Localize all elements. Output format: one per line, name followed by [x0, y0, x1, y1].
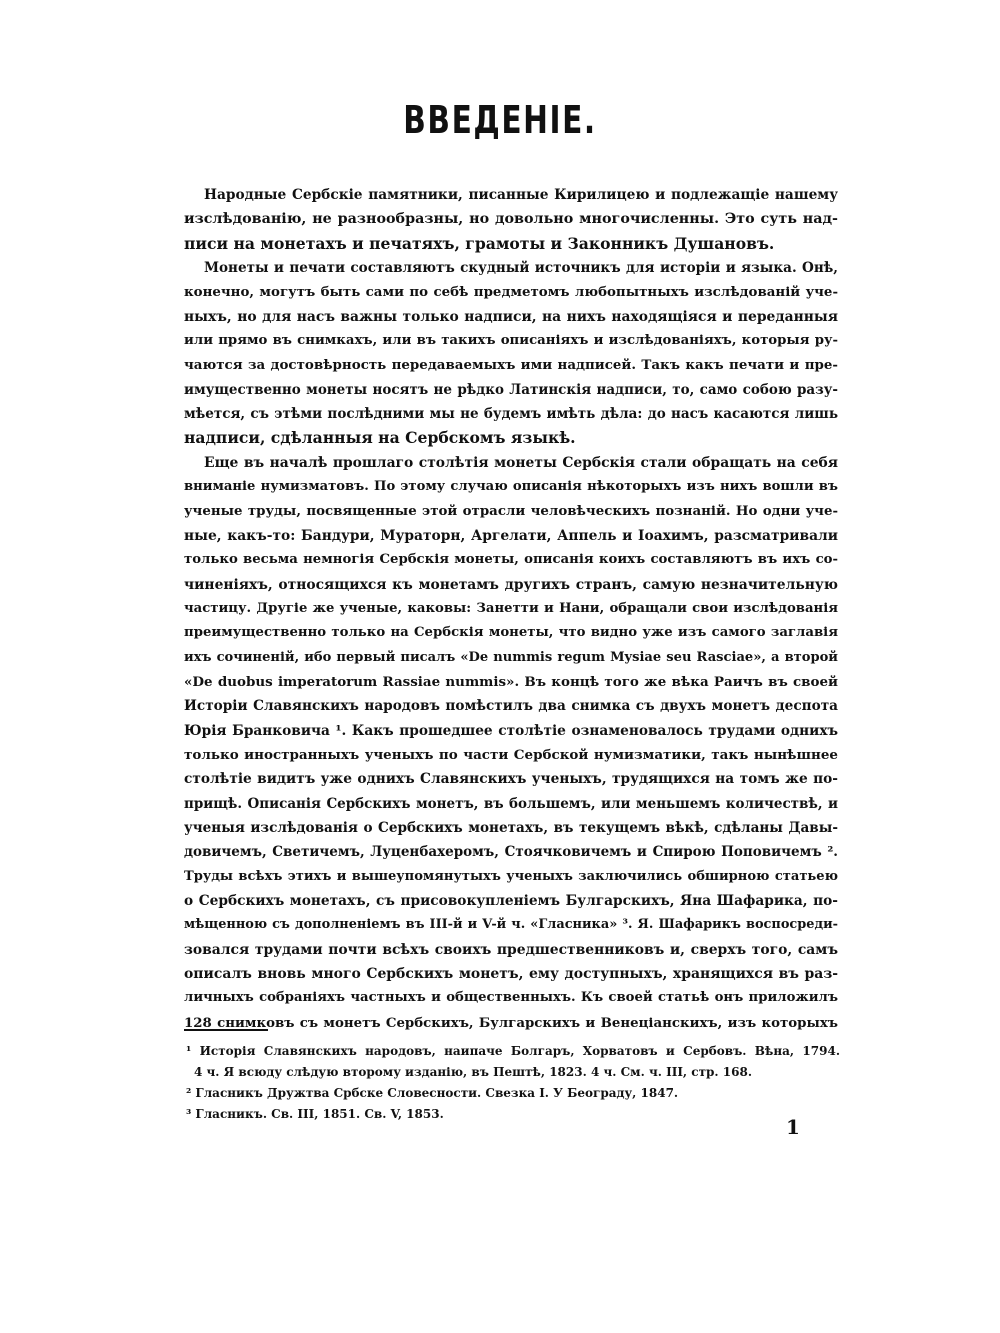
footnote: ³ Гласникъ. Св. III, 1851. Св. V, 1853.: [186, 1107, 444, 1121]
chapter-title: ВВЕДЕНІЕ.: [403, 98, 597, 142]
text-line: зовался трудами почти всѣхъ своихъ предшественниковъ и, сверхъ того, самъ: [184, 941, 838, 958]
text-line: Труды всѣхъ этихъ и вышеупомянутыхъ ученыхъ заключились обширною статьею: [184, 868, 838, 884]
text-line: Монеты и печати составляютъ скудный источникъ для исторіи и языка. Онѣ,: [204, 260, 838, 277]
footnote: ¹ Исторія Славянскихъ народовъ, наипаче Болгаръ, Хорватовъ и Сербовъ. Вѣна, 1794.: [186, 1044, 840, 1058]
text-line: надписи, сдѣланныя на Сербскомъ языкѣ.: [184, 428, 576, 448]
text-line: Народные Сербскіе памятники, писанные Кирилицею и подлежащіе нашему: [204, 187, 838, 203]
text-line: только весьма немногія Сербскія монеты, описанія коихъ составляютъ въ ихъ со-: [184, 552, 838, 568]
text-line: Исторіи Славянскихъ народовъ помѣстилъ два снимка съ двухъ монетъ деспота: [184, 698, 838, 715]
text-line: Юрія Бранковича ¹. Какъ прошедшее столѣтіе ознаменовалось трудами однихъ: [184, 722, 838, 739]
text-line: преимущественно только на Сербскія монеты, что видно уже изъ самого заглавія: [184, 625, 838, 641]
text-line: ихъ сочиненій, ибо первый писалъ «De nummis regum Mysiae seu Rasciae», а второй: [184, 649, 838, 665]
text-line: конечно, могутъ быть сами по себѣ предметомъ любопытныхъ изслѣдованій уче-: [184, 284, 838, 301]
text-line: довичемъ, Светичемъ, Луценбахеромъ, Стоячковичемъ и Спирою Поповичемъ ².: [184, 844, 838, 861]
text-line: личныхъ собраніяхъ частныхъ и общественныхъ. Къ своей статьѣ онъ приложилъ: [184, 990, 838, 1006]
text-line: или прямо въ снимкахъ, или въ такихъ описаніяхъ и изслѣдованіяхъ, которыя ру-: [184, 333, 838, 349]
text-line: чаются за достовѣрность передаваемыхъ ими надписей. Такъ какъ печати и пре-: [184, 357, 838, 374]
text-line: частицу. Другіе же ученые, каковы: Занетти и Нани, обращали свои изслѣдованія: [184, 600, 838, 616]
text-line: писи на монетахъ и печатяхъ, грамоты и Законникъ Душановъ.: [184, 233, 775, 253]
text-line: только иностранныхъ ученыхъ по части Сербской нумизматики, такъ нынѣшнее: [184, 746, 838, 763]
footnote-divider: [184, 1029, 268, 1031]
text-line: прищѣ. Описанія Сербскихъ монетъ, въ большемъ, или меньшемъ количествѣ, и: [184, 795, 838, 812]
text-line: 128 снимковъ съ монетъ Сербскихъ, Булгарскихъ и Венеціанскихъ, изъ которыхъ: [184, 1014, 838, 1031]
text-line: имущественно монеты носятъ не рѣдко Латинскія надписи, то, само собою разу-: [184, 381, 838, 398]
footnote: 4 ч. Я всюду слѣдую второму изданію, въ Пештѣ, 1823. 4 ч. См. ч. III, стр. 168.: [194, 1065, 752, 1079]
text-line: ученые труды, посвященные этой отрасли человѣческихъ познаній. Но одни уче-: [184, 503, 838, 520]
text-line: ученыя изслѣдованія о Сербскихъ монетахъ, въ текущемъ вѣкѣ, сдѣланы Давы-: [184, 819, 838, 836]
text-line: изслѣдованію, не разнообразны, но довольно многочисленны. Это суть над-: [184, 211, 838, 228]
footnotes: [186, 1041, 840, 1125]
text-line: описалъ вновь много Сербскихъ монетъ, ему доступныхъ, хранящихся въ раз-: [184, 966, 838, 982]
text-line: Еще въ началѣ прошлаго столѣтія монеты Сербскія стали обращать на себя: [204, 454, 838, 471]
text-line: мѣется, съ этѣми послѣдними мы не будемъ имѣть дѣла: до насъ касаются лишь: [184, 406, 838, 423]
text-line: вниманіе нумизматовъ. По этому случаю описанія нѣкоторыхъ изъ нихъ вошли въ: [184, 479, 838, 495]
text-line: чиненіяхъ, относящихся къ монетамъ другихъ странъ, самую незначительную: [184, 576, 838, 593]
text-line: мѣщенною съ дополненіемъ въ III-й и V-й ч. «Гласника» ³. Я. Шафарикъ воспосреди-: [184, 917, 838, 933]
text-line: ные, какъ-то: Бандури, Мураторн, Аргелати, Аппель и Іоахимъ, разсматривали: [184, 527, 838, 544]
text-line: «De duobus imperatorum Rassiae nummis». Въ концѣ того же вѣка Раичъ въ своей: [184, 673, 838, 690]
text-line: о Сербскихъ монетахъ, съ присовокупленіемъ Булгарскихъ, Яна Шафарика, по-: [184, 892, 838, 909]
text-line: столѣтіе видитъ уже однихъ Славянскихъ ученыхъ, трудящихся на томъ же по-: [184, 771, 838, 788]
page-number: 1: [786, 1115, 800, 1139]
text-line: ныхъ, но для насъ важны только надписи, на нихъ находящіяся и переданныя: [184, 308, 838, 325]
body-text: [184, 183, 838, 1035]
footnote: ² Гласникъ Дружтва Србске Словесности. Свезка I. У Београду, 1847.: [186, 1086, 679, 1100]
